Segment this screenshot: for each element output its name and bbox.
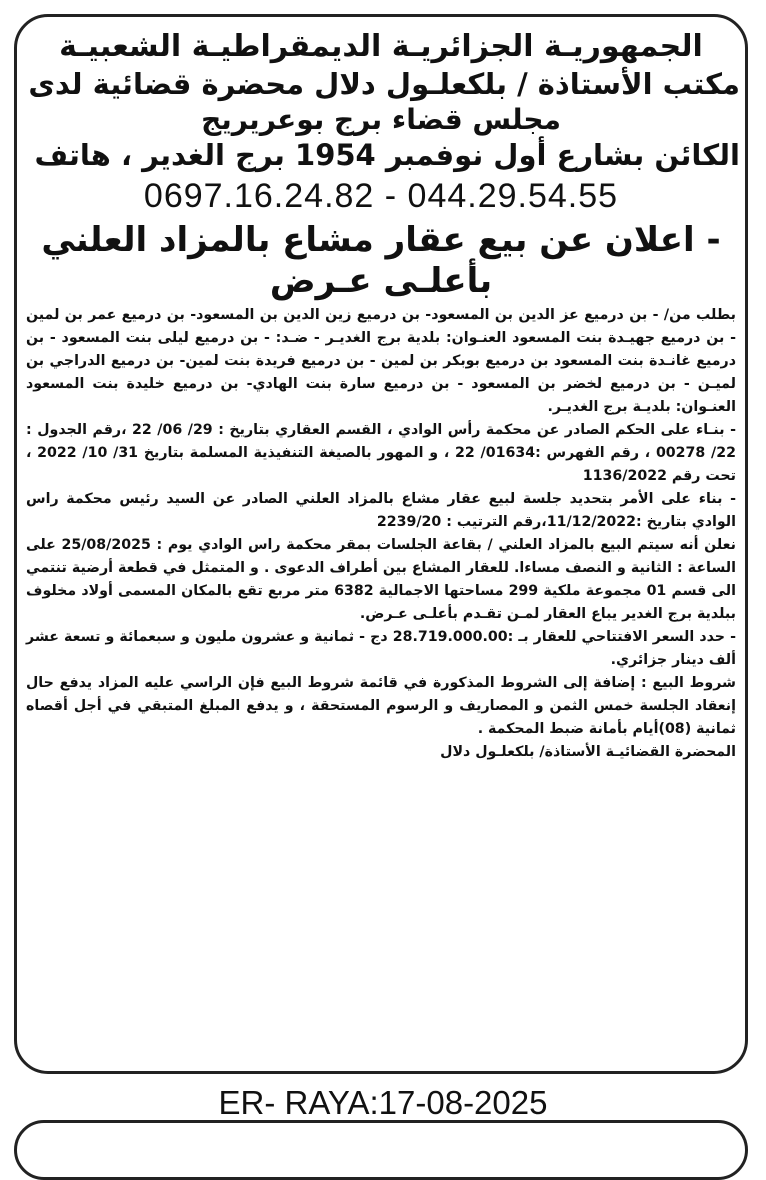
notice-subtitle: بأعلـى عـرض: [269, 260, 493, 301]
sale-paragraph: نعلن أنه سيتم البيع بالمزاد العلني / بقاعة الجلسات بمقر محكمة راس الوادي يوم : 25/08/2025 على الساعة : الثانية و النصف مساءا. للعقار المشاع بين أطراف الدعوى . و المتمثل في قطعة أرضية تنتمي الى قسم 01 مجموعة ملكية 299 مساحتها الاجمالية 6382 متر مربع تقع بالمكان المسمى أولاد مخلوف ببلدية برج الغدير يباع العقار لمـن تقـدم بأعلـى عـرض.: [26, 536, 736, 622]
phone-numbers: 0697.16.24.82 - 044.29.54.55: [143, 177, 619, 215]
judgment-paragraph: - بنـاء على الحكم الصادر عن محكمة رأس الوادي ، القسم العقاري بتاريخ : 29/ 06/ 22 ،رقم الجدول : 22/ 00278 ، رقم الفهرس :01634/ 22 ، و المهور بالصيغة التنفيذية المسلمة بتاريخ 31/ 10/ 2022 ، تحت رقم 1136/2022: [26, 421, 736, 484]
order-paragraph: - بناء على الأمر بتحديد جلسة لبيع عقار مشاع بالمزاد العلني الصادر عن السيد رئيس محكمة راس الوادي بتاريخ :11/12/2022،رقم الترتيب : 2239/20: [26, 490, 736, 530]
auction-notice: [22, 28, 740, 764]
parties-paragraph: بطلب من/ - بن درميع عز الدين بن المسعود- بن درميع زين الدين بن المسعود- بن درميع عمر بن لمين - بن درميع جهيـدة بنت المسعود العنـوان: بلدية برج الغديـر - ضـد: - بن درميع ليلى بنت المسعود - بن درميع غانـدة بنت المسعود بن درميع بوبكر بن لمين - بن درميع فريدة بنت لمين- بن درميع الدراجي بن لميـن - بن درميع لخضر بن المسعود - بن درميع سارة بنت الهادي- بن درميع خليدة بنت المسعود العنـوان: بلديـة برج الغديـر.: [26, 306, 736, 415]
office-heading: مكتب الأستاذة / بلكعلـول دلال محضرة قضائية لدى: [28, 66, 740, 101]
notice-title: - اعلان عن بيع عقار مشاع بالمزاد العلني: [41, 220, 721, 260]
conditions-paragraph: شروط البيع : إضافة إلى الشروط المذكورة في قائمة شروط البيع فإن الراسي عليه المزاد يدفع حال إنعقاد الجلسة خمس الثمن و المصاريف و الرسوم المستحقة ، و يدفع المبلغ المتبقي في أجل أقصاه ثمانية (08)أيام بأمانة ضبط المحكمة .: [26, 674, 736, 737]
next-notice-border: [14, 1120, 748, 1180]
court-heading: مجلس قضاء برج بوعريريج: [201, 102, 561, 136]
notice-body: [26, 304, 736, 764]
republic-heading: الجمهوريـة الجزائريـة الديمقراطيـة الشعبيـة: [59, 29, 703, 64]
signature: المحضرة القضائيـة الأستاذة/ بلكعلـول دلال: [440, 743, 736, 760]
address-heading: الكائن بشارع أول نوفمبر 1954 برج الغدير ، هاتف: [34, 137, 740, 172]
price-paragraph: - حدد السعر الافتتاحي للعقار بـ :28.719.000.00 دج - ثمانية و عشرون مليون و سبعمائة و تسعة عشر ألف دينار جزائري.: [26, 628, 736, 668]
publication-stamp: ER- RAYA:17-08-2025: [218, 1084, 548, 1121]
